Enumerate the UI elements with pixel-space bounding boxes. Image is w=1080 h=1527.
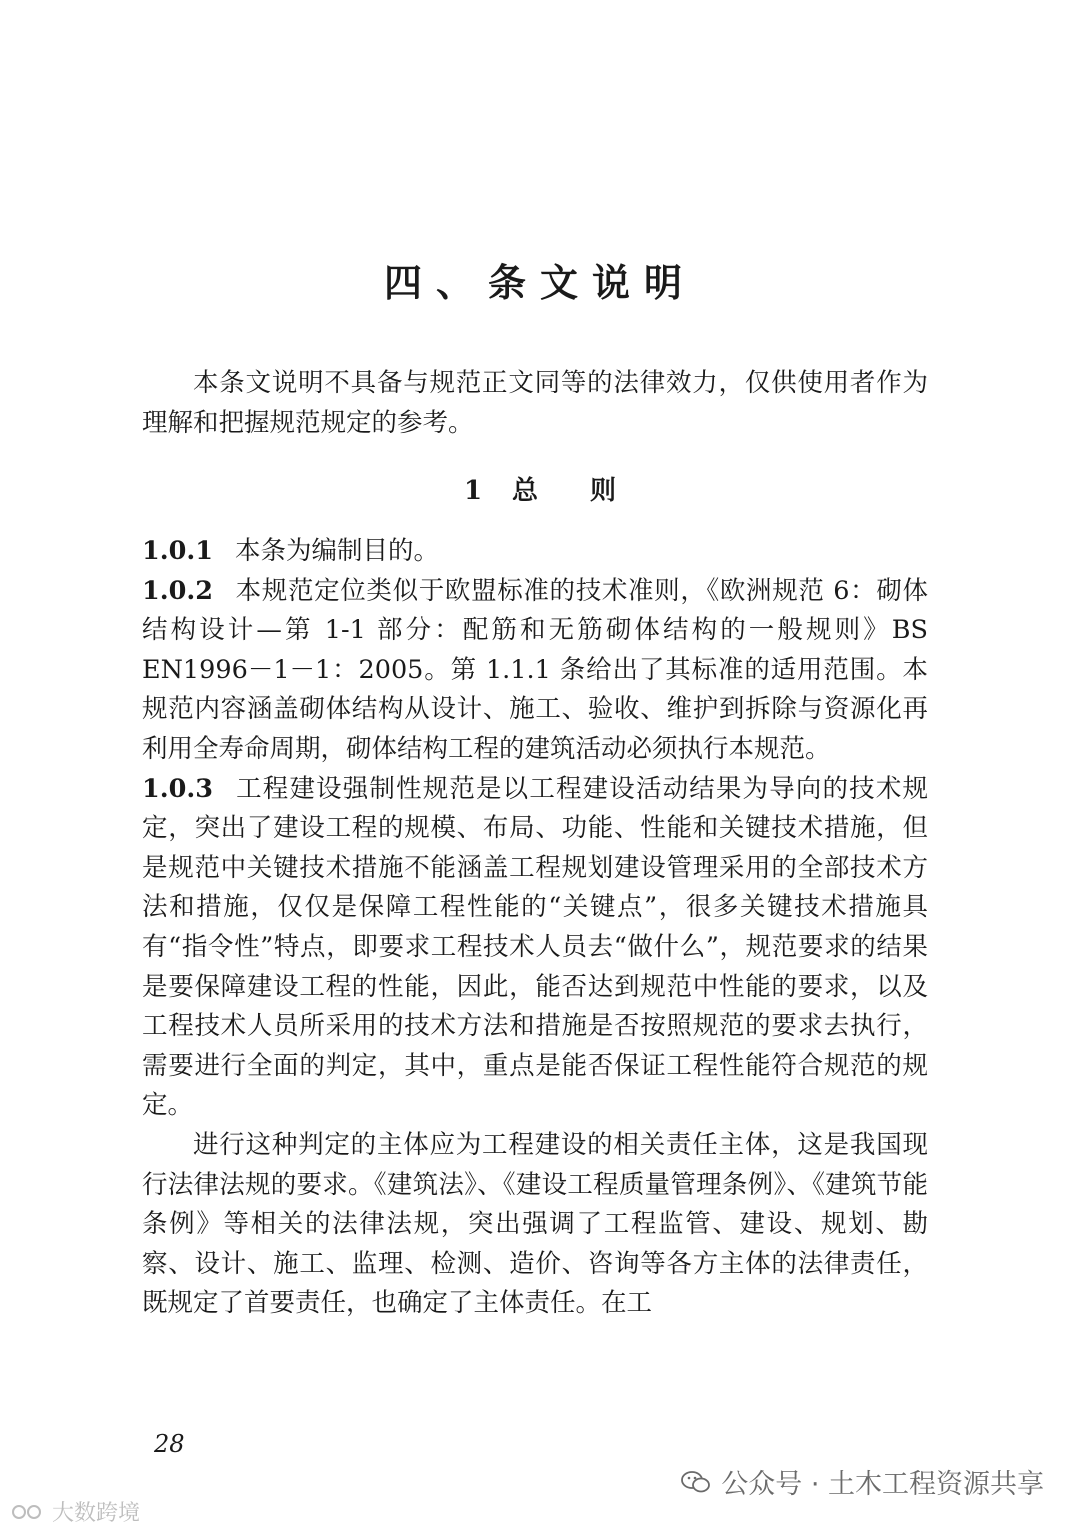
section-number: 1	[463, 476, 483, 506]
clause-1-0-2	[142, 572, 928, 770]
section-heading	[0, 470, 1080, 507]
wechat-icon	[681, 1470, 711, 1494]
clause-1-0-1	[142, 532, 928, 572]
clause-text: 本条为编制目的。	[234, 536, 439, 566]
paragraph-after: 进行这种判定的主体应为工程建设的相关责任主体，这是我国现行法律法规的要求。《建筑法》、《建设工程质量管理条例》、《建筑节能条例》等相关的法律法规，突出强调了工程监管、建设、规划、勘察、设计、施工、监理、检测、造价、咨询等各方主体的法律责任，既规定了首要责任，也确定了主体责任。在工	[142, 1129, 928, 1319]
clause-number: 1.0.2	[142, 575, 213, 606]
page-number: 28	[154, 1430, 185, 1458]
clause-number: 1.0.1	[142, 536, 213, 566]
corner-logo-icon	[10, 1503, 46, 1521]
intro-paragraph: 本条文说明不具备与规范正文同等的法律效力，仅供使用者作为理解和把握规范规定的参考。	[142, 368, 928, 438]
corner-mark-text: 大数跨境	[52, 1501, 141, 1526]
corner-watermark	[10, 1496, 140, 1527]
clause-1-0-3	[142, 770, 928, 1126]
clauses-body	[142, 532, 928, 1324]
chapter-title: 四、条文说明	[383, 260, 696, 305]
section-title-part2: 则	[590, 476, 617, 506]
watermark-text: 公众号 · 土木工程资源共享	[721, 1469, 1044, 1500]
section-title-part1: 总	[512, 476, 539, 506]
watermark	[681, 1462, 1044, 1501]
clause-number: 1.0.3	[142, 773, 213, 804]
clause-text: 工程建设强制性规范是以工程建设活动结果为导向的技术规定，突出了建设工程的规模、布局、功能、性能和关键技术措施，但是规范中关键技术措施不能涵盖工程规划建设管理采用的全部技术方法和措施，仅仅是保障工程性能的“关键点”，很多关键技术措施具有“指令性”特点，即要求工程技术人员去“做什么”，规范要求的结果是要保障建设工程的性能，因此，能否达到规范中性能的要求，以及工程技术人员所采用的技术方法和措施是否按照规范的要求去执行，需要进行全面的判定，其中，重点是能否保证工程性能符合规范的规定。	[142, 773, 928, 1121]
clause-text: 本规范定位类似于欧盟标准的技术准则，《欧洲规范 6：砌体结构设计—第 1-1 部分：配筋和无筋砌体结构的一般规则》BS EN1996－1－1：2005。第 1.1.1 条给出了其标准的适用范围。本规范内容涵盖砌体结构从设计、施工、验收、维护到拆除与资源化再利用全寿命周期，砌体结构工程的建筑活动必须执行本规范。	[142, 575, 928, 764]
